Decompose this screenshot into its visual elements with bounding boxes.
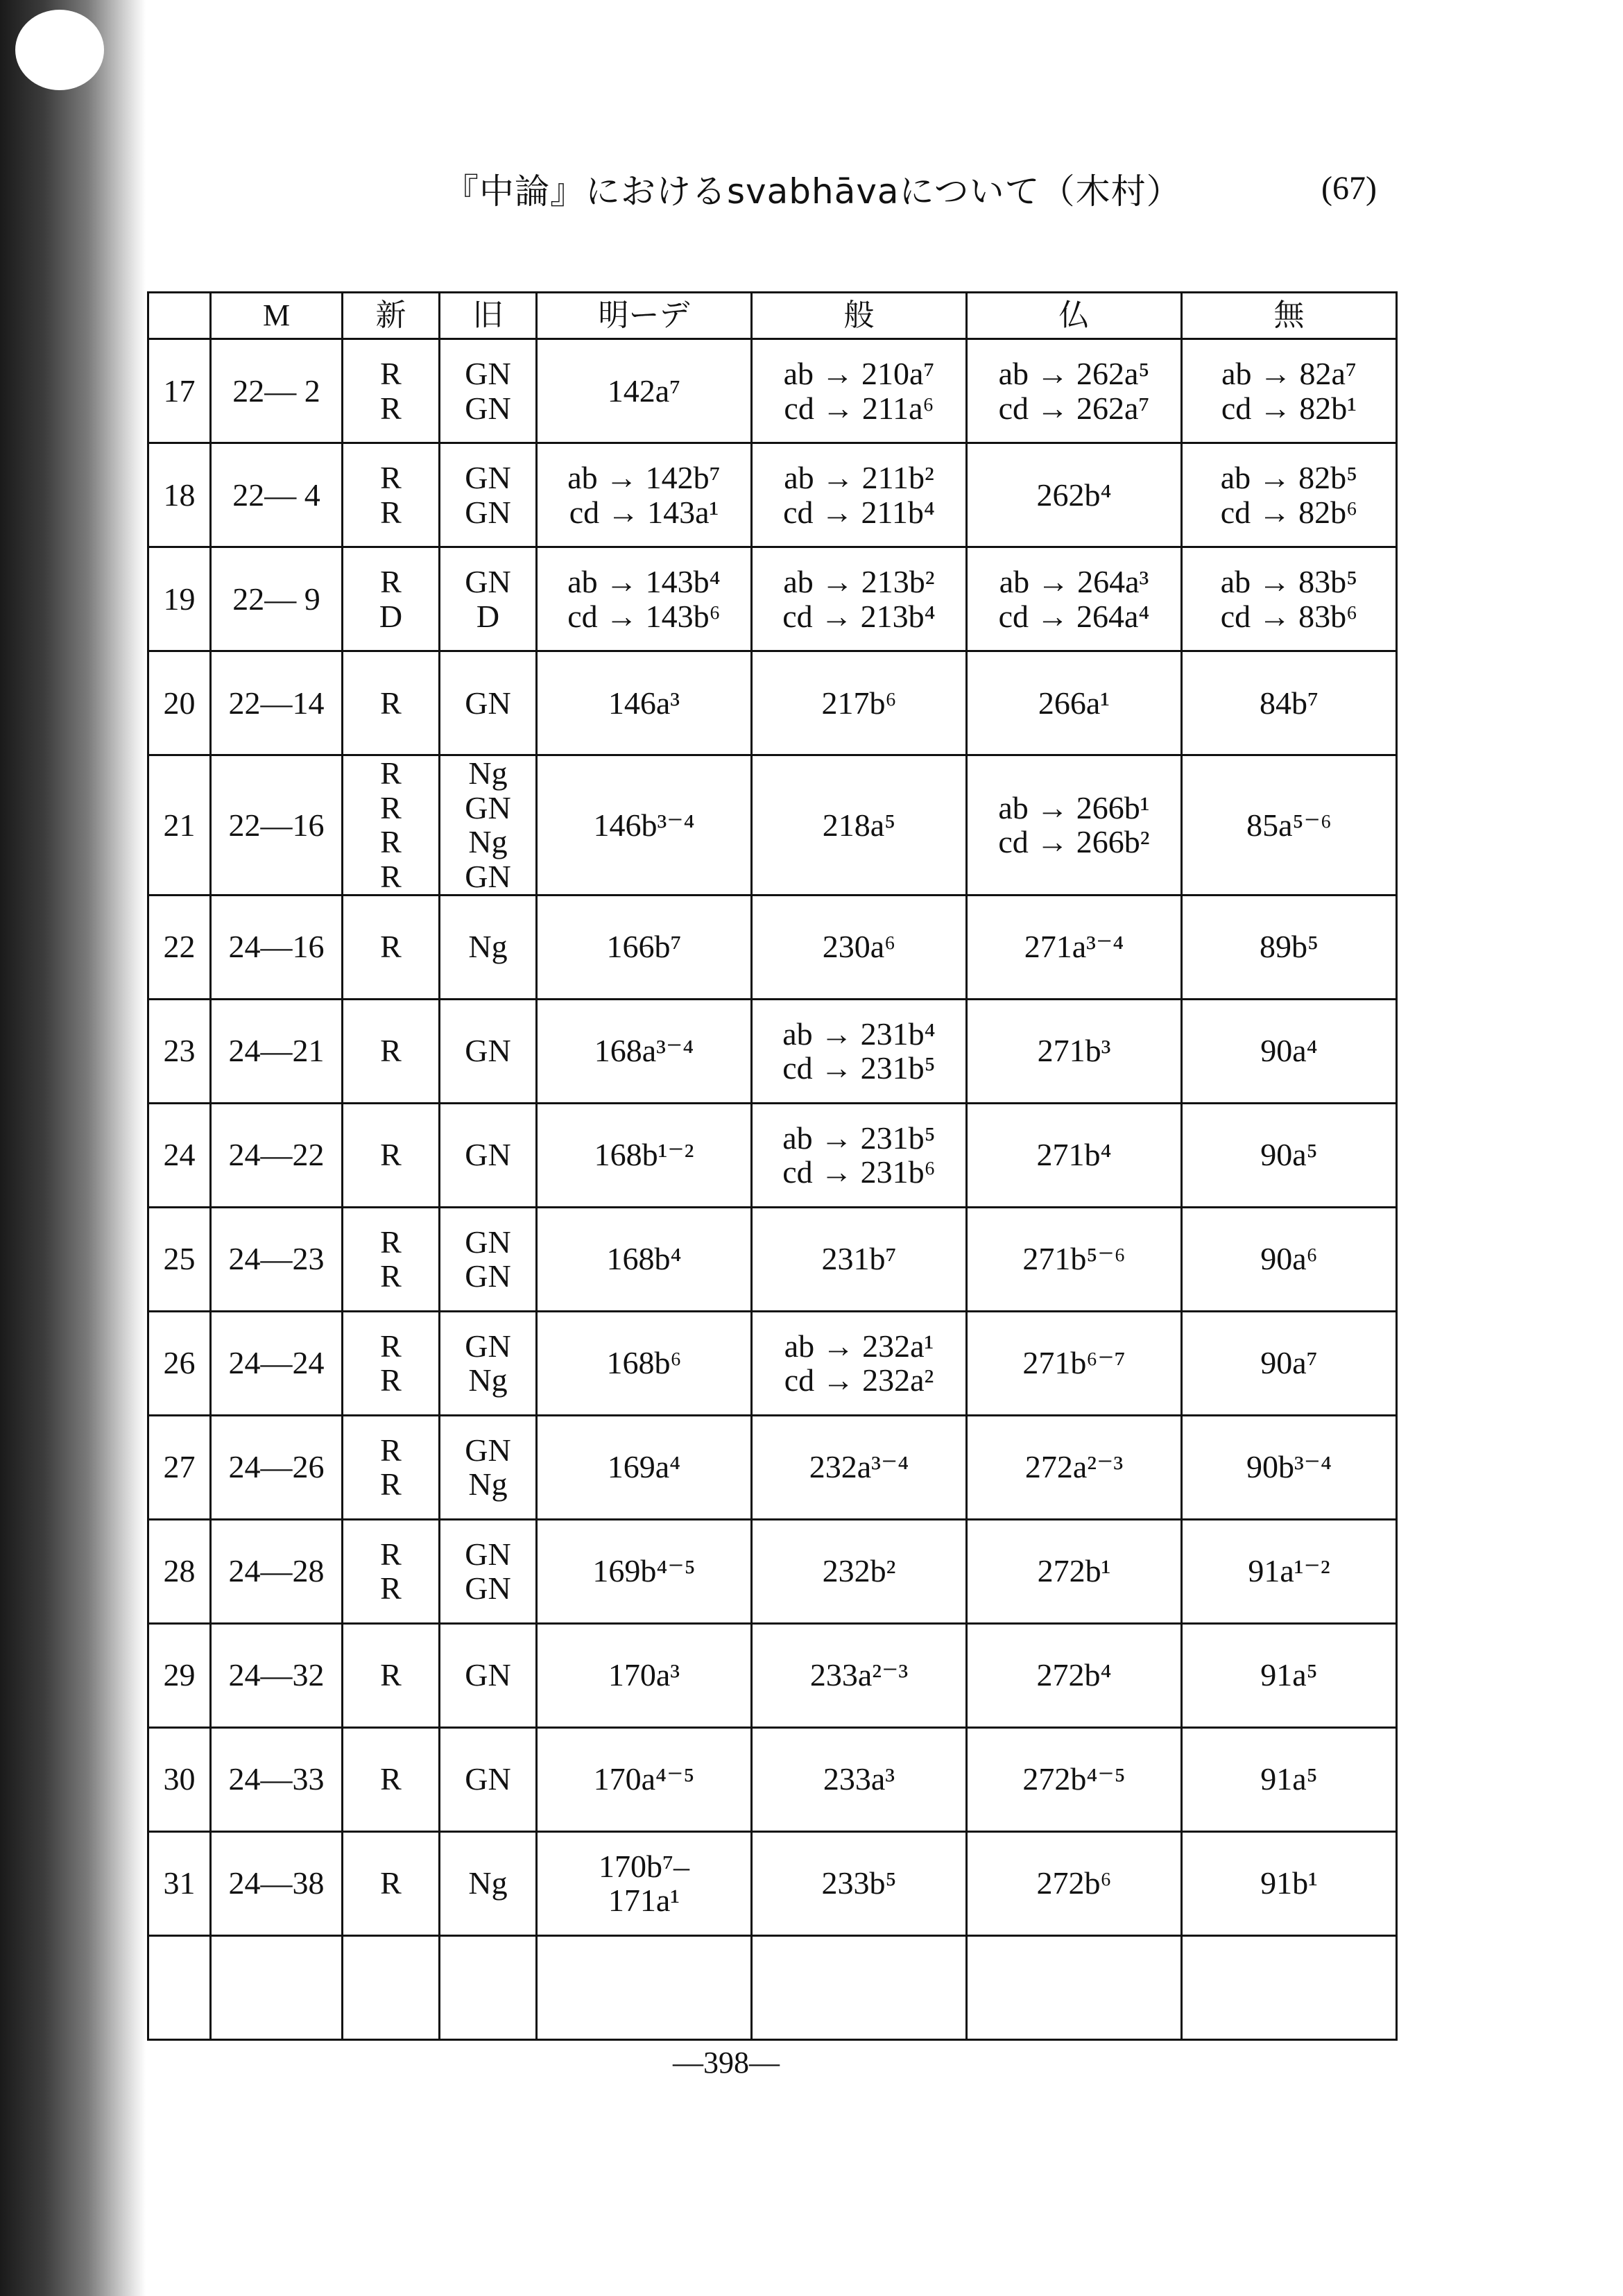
- row-number-cell: 22: [148, 895, 211, 999]
- kyu-cell: [440, 1831, 537, 1935]
- table-row: [148, 1415, 1397, 1519]
- mei-de-cell: [537, 1103, 752, 1207]
- shin-line: R: [380, 929, 402, 965]
- butsu-cell: [967, 1415, 1182, 1519]
- shin-cell: [343, 1831, 440, 1935]
- table-row: [148, 651, 1397, 755]
- kyu-line: GN: [465, 1137, 511, 1173]
- mu-cell: [1182, 999, 1397, 1103]
- mei-de-cell: [537, 895, 752, 999]
- kyu-line: GN: [465, 494, 511, 530]
- mei-de-line: 168b¹⁻²: [594, 1137, 694, 1173]
- shin-cell: [343, 651, 440, 755]
- han-cell: [752, 651, 967, 755]
- han-line: ab → 211b²: [784, 459, 934, 495]
- butsu-line: cd → 264a⁴: [998, 598, 1150, 634]
- table-row: [148, 1519, 1397, 1623]
- han-cell: [752, 339, 967, 443]
- row-number-cell: 23: [148, 999, 211, 1103]
- butsu-line: 271a³⁻⁴: [1024, 929, 1124, 965]
- kyu-line: GN: [465, 1536, 511, 1572]
- mu-line: 89b⁵: [1259, 929, 1319, 965]
- han-line: 231b⁷: [821, 1241, 897, 1277]
- col-header-butsu: 仏: [967, 293, 1182, 339]
- butsu-line: ab → 266b¹: [998, 789, 1150, 825]
- butsu-cell: [967, 339, 1182, 443]
- row-number-cell: 17: [148, 339, 211, 443]
- han-cell: [752, 1727, 967, 1831]
- mei-de-cell: [537, 1519, 752, 1623]
- kyu-cell: [440, 895, 537, 999]
- shin-line: R: [380, 1761, 402, 1797]
- kyu-cell: [440, 1727, 537, 1831]
- mu-line: 90a⁴: [1260, 1033, 1318, 1069]
- row-number-cell: 31: [148, 1831, 211, 1935]
- butsu-cell: [967, 1207, 1182, 1311]
- shin-line: R: [380, 824, 402, 860]
- mu-line: cd → 83b⁶: [1220, 598, 1358, 634]
- mei-de-line: 168a³⁻⁴: [594, 1033, 694, 1069]
- kyu-cell: [440, 339, 537, 443]
- mu-cell: [1182, 1623, 1397, 1727]
- mu-line: 91a¹⁻²: [1248, 1553, 1330, 1589]
- mei-de-line: 146b³⁻⁴: [593, 807, 695, 843]
- kyu-cell: [440, 1415, 537, 1519]
- han-cell: [752, 1831, 967, 1935]
- shin-line: R: [380, 685, 402, 721]
- butsu-cell: [967, 999, 1182, 1103]
- kyu-line: GN: [465, 1224, 511, 1260]
- han-line: 232a³⁻⁴: [809, 1449, 909, 1485]
- table-row-empty: [148, 1935, 1397, 2039]
- mei-de-cell: [537, 339, 752, 443]
- han-cell: [752, 895, 967, 999]
- m-ref-cell: 24—28: [211, 1519, 343, 1623]
- han-line: 233b⁵: [821, 1865, 897, 1901]
- kyu-line: Ng: [468, 1362, 508, 1398]
- table-row: [148, 339, 1397, 443]
- shin-line: R: [380, 859, 402, 895]
- han-line: cd → 232a²: [784, 1362, 934, 1398]
- shin-line: R: [380, 1432, 402, 1468]
- butsu-cell: [967, 1103, 1182, 1207]
- han-line: 230a⁶: [822, 929, 896, 965]
- m-ref-cell: 24—22: [211, 1103, 343, 1207]
- mu-line: ab → 82a⁷: [1221, 355, 1357, 391]
- han-line: 217b⁶: [821, 685, 897, 721]
- mei-de-cell: [537, 1727, 752, 1831]
- mu-cell: [1182, 547, 1397, 651]
- butsu-cell: [967, 1623, 1182, 1727]
- kyu-line: GN: [465, 685, 511, 721]
- mei-de-cell: [537, 1831, 752, 1935]
- kyu-cell: [440, 1623, 537, 1727]
- butsu-line: 271b³: [1037, 1033, 1111, 1069]
- kyu-cell: [440, 999, 537, 1103]
- table-row: [148, 443, 1397, 547]
- row-number-cell: 25: [148, 1207, 211, 1311]
- butsu-line: cd → 262a⁷: [998, 390, 1150, 426]
- mei-de-cell: [537, 1415, 752, 1519]
- butsu-line: 272b⁶: [1036, 1865, 1112, 1901]
- han-cell: [752, 1207, 967, 1311]
- shin-line: R: [380, 1362, 402, 1398]
- shin-cell: [343, 1415, 440, 1519]
- mu-line: 91a⁵: [1260, 1657, 1318, 1693]
- kyu-cell: [440, 651, 537, 755]
- butsu-line: 271b⁵⁻⁶: [1022, 1241, 1126, 1277]
- kyu-line: GN: [465, 1033, 511, 1069]
- table-row: [148, 1311, 1397, 1415]
- m-ref-cell: 22— 9: [211, 547, 343, 651]
- mei-de-cell: [537, 1623, 752, 1727]
- shin-line: R: [380, 1033, 402, 1069]
- m-ref-cell: 24—21: [211, 999, 343, 1103]
- m-ref-cell: 24—38: [211, 1831, 343, 1935]
- m-ref-cell: 22—16: [211, 755, 343, 896]
- butsu-cell: [967, 443, 1182, 547]
- butsu-cell: [967, 1727, 1182, 1831]
- mu-cell: [1182, 1415, 1397, 1519]
- row-number-cell: 21: [148, 755, 211, 896]
- kyu-line: GN: [465, 1570, 511, 1607]
- butsu-line: 272b⁴: [1036, 1657, 1112, 1693]
- mu-cell: [1182, 1207, 1397, 1311]
- han-line: 233a³: [823, 1761, 895, 1797]
- shin-cell: [343, 895, 440, 999]
- han-cell: [752, 547, 967, 651]
- shin-line: R: [380, 1137, 402, 1173]
- butsu-cell: [967, 547, 1182, 651]
- mu-line: 91b¹: [1260, 1865, 1318, 1901]
- mei-de-line: cd → 143b⁶: [567, 598, 721, 634]
- shin-line: R: [380, 1570, 402, 1607]
- butsu-line: 271b⁴: [1036, 1137, 1112, 1173]
- han-line: ab → 231b⁵: [782, 1120, 936, 1156]
- shin-cell: [343, 1727, 440, 1831]
- scan-shadow-edge: [0, 0, 146, 2296]
- kyu-line: GN: [465, 563, 511, 599]
- han-line: cd → 211a⁶: [784, 390, 934, 426]
- mei-de-line: 170b⁷–: [598, 1848, 690, 1884]
- shin-cell: [343, 547, 440, 651]
- butsu-cell: [967, 1311, 1182, 1415]
- kyu-line: GN: [465, 1328, 511, 1364]
- shin-cell: [343, 443, 440, 547]
- kyu-line: Ng: [468, 1466, 508, 1502]
- kyu-line: GN: [465, 1761, 511, 1797]
- m-ref-cell: 24—16: [211, 895, 343, 999]
- butsu-line: 272a²⁻³: [1024, 1449, 1124, 1485]
- han-cell: [752, 999, 967, 1103]
- mu-cell: [1182, 1519, 1397, 1623]
- kyu-cell: [440, 547, 537, 651]
- mu-line: 90a⁶: [1260, 1241, 1318, 1277]
- shin-cell: [343, 755, 440, 896]
- mu-line: 85a⁵⁻⁶: [1246, 807, 1332, 843]
- han-line: cd → 231b⁵: [782, 1050, 936, 1086]
- shin-cell: [343, 999, 440, 1103]
- m-ref-cell: 24—24: [211, 1311, 343, 1415]
- col-header-kyu: 旧: [440, 293, 537, 339]
- m-ref-cell: 24—26: [211, 1415, 343, 1519]
- mu-cell: [1182, 651, 1397, 755]
- mei-de-line: ab → 142b⁷: [567, 459, 721, 495]
- m-ref-cell: 24—32: [211, 1623, 343, 1727]
- shin-line: R: [380, 459, 402, 495]
- kyu-line: Ng: [468, 824, 508, 860]
- kyu-line: GN: [465, 1258, 511, 1294]
- shin-line: R: [380, 390, 402, 426]
- mei-de-line: cd → 143a¹: [569, 494, 719, 530]
- mu-line: ab → 82b⁵: [1220, 459, 1358, 495]
- row-number-cell: 24: [148, 1103, 211, 1207]
- shin-cell: [343, 1623, 440, 1727]
- han-line: 218a⁵: [822, 807, 896, 843]
- butsu-cell: [967, 651, 1182, 755]
- mei-de-line: 142a⁷: [607, 372, 681, 409]
- han-cell: [752, 1103, 967, 1207]
- shin-line: R: [380, 1536, 402, 1572]
- shin-line: R: [380, 789, 402, 825]
- mei-de-cell: [537, 443, 752, 547]
- butsu-line: 271b⁶⁻⁷: [1022, 1345, 1126, 1381]
- han-line: ab → 232a¹: [784, 1328, 934, 1364]
- table-row: [148, 1623, 1397, 1727]
- mei-de-cell: [537, 1207, 752, 1311]
- mu-cell: [1182, 895, 1397, 999]
- han-cell: [752, 1519, 967, 1623]
- kyu-cell: [440, 755, 537, 896]
- m-ref-cell: 22— 4: [211, 443, 343, 547]
- table-row: [148, 999, 1397, 1103]
- row-number-cell: 18: [148, 443, 211, 547]
- mu-line: 90a⁷: [1260, 1345, 1318, 1381]
- shin-cell: [343, 1311, 440, 1415]
- mu-cell: [1182, 443, 1397, 547]
- table-row: [148, 1207, 1397, 1311]
- kyu-cell: [440, 443, 537, 547]
- shin-line: R: [380, 1258, 402, 1294]
- m-ref-cell: 22—14: [211, 651, 343, 755]
- shin-line: R: [380, 494, 402, 530]
- kyu-line: GN: [465, 1657, 511, 1693]
- butsu-line: cd → 266b²: [998, 824, 1150, 860]
- row-number-cell: 29: [148, 1623, 211, 1727]
- kyu-line: GN: [465, 1432, 511, 1468]
- footer-page-number: —398—: [673, 2046, 780, 2080]
- shin-line: R: [380, 1328, 402, 1364]
- han-line: 232b²: [822, 1553, 896, 1589]
- butsu-line: 262b⁴: [1036, 477, 1112, 513]
- mei-de-line: 146a³: [608, 685, 680, 721]
- row-number-cell: 27: [148, 1415, 211, 1519]
- row-number-cell: 30: [148, 1727, 211, 1831]
- shin-line: R: [380, 563, 402, 599]
- kyu-line: GN: [465, 789, 511, 825]
- col-header-m: M: [211, 293, 343, 339]
- mu-line: cd → 82b¹: [1221, 390, 1357, 426]
- butsu-cell: [967, 1519, 1182, 1623]
- shin-cell: [343, 1519, 440, 1623]
- kyu-line: Ng: [468, 929, 508, 965]
- kyu-line: GN: [465, 390, 511, 426]
- mei-de-line: 170a³: [608, 1657, 680, 1693]
- shin-line: R: [380, 355, 402, 391]
- m-ref-cell: 24—33: [211, 1727, 343, 1831]
- han-cell: [752, 1623, 967, 1727]
- han-cell: [752, 1415, 967, 1519]
- m-ref-cell: 22— 2: [211, 339, 343, 443]
- table-row: [148, 895, 1397, 999]
- han-line: cd → 211b⁴: [783, 494, 935, 530]
- kyu-cell: [440, 1207, 537, 1311]
- row-number-cell: 28: [148, 1519, 211, 1623]
- table-row: [148, 1103, 1397, 1207]
- shin-cell: [343, 1103, 440, 1207]
- kyu-line: Ng: [468, 755, 508, 791]
- shin-line: R: [380, 755, 402, 791]
- mu-cell: [1182, 339, 1397, 443]
- mu-cell: [1182, 1831, 1397, 1935]
- shin-line: D: [379, 598, 403, 634]
- butsu-line: ab → 262a⁵: [998, 355, 1150, 391]
- header-page-number: (67): [1321, 170, 1377, 207]
- shin-cell: [343, 339, 440, 443]
- col-header-mu: 無: [1182, 293, 1397, 339]
- butsu-line: 266a¹: [1038, 685, 1110, 721]
- han-line: ab → 231b⁴: [782, 1016, 936, 1052]
- mei-de-line: 170a⁴⁻⁵: [593, 1761, 695, 1797]
- mei-de-line: ab → 143b⁴: [567, 563, 721, 599]
- mu-cell: [1182, 1103, 1397, 1207]
- kyu-line: GN: [465, 459, 511, 495]
- butsu-line: 272b¹: [1037, 1553, 1111, 1589]
- mu-cell: [1182, 755, 1397, 896]
- mei-de-line: 166b⁷: [606, 929, 682, 965]
- butsu-cell: [967, 895, 1182, 999]
- mei-de-line: 168b⁴: [606, 1241, 682, 1277]
- mei-de-line: 171a¹: [608, 1883, 680, 1919]
- mei-de-line: 168b⁶: [606, 1345, 682, 1381]
- col-header-mei: 明ーデ: [537, 293, 752, 339]
- han-line: 233a²⁻³: [809, 1657, 909, 1693]
- butsu-line: ab → 264a³: [999, 563, 1149, 599]
- punch-hole: [15, 10, 104, 90]
- han-line: cd → 213b⁴: [782, 598, 936, 634]
- mu-line: 90b³⁻⁴: [1246, 1449, 1332, 1485]
- row-number-cell: 20: [148, 651, 211, 755]
- kyu-line: D: [476, 598, 500, 634]
- mu-line: 84b⁷: [1259, 685, 1319, 721]
- han-line: ab → 210a⁷: [783, 355, 935, 391]
- butsu-line: 272b⁴⁻⁵: [1022, 1761, 1126, 1797]
- m-ref-cell: 24—23: [211, 1207, 343, 1311]
- kyu-line: GN: [465, 355, 511, 391]
- mei-de-cell: [537, 651, 752, 755]
- mu-cell: [1182, 1727, 1397, 1831]
- table-row: [148, 1727, 1397, 1831]
- han-line: ab → 213b²: [783, 563, 935, 599]
- han-cell: [752, 443, 967, 547]
- mei-de-cell: [537, 547, 752, 651]
- row-number-cell: 26: [148, 1311, 211, 1415]
- mu-line: ab → 83b⁵: [1220, 563, 1358, 599]
- table-body: [148, 339, 1397, 2040]
- shin-line: R: [380, 1657, 402, 1693]
- kyu-cell: [440, 1103, 537, 1207]
- mei-de-line: 169a⁴: [607, 1449, 681, 1485]
- reference-table: [147, 291, 1398, 2041]
- shin-line: R: [380, 1466, 402, 1502]
- table-row: [148, 1831, 1397, 1935]
- row-number-cell: 19: [148, 547, 211, 651]
- butsu-cell: [967, 1831, 1182, 1935]
- kyu-line: Ng: [468, 1865, 508, 1901]
- running-header-title: 『中論』におけるsvabhāvaについて（木村）: [444, 171, 1182, 212]
- butsu-cell: [967, 755, 1182, 896]
- col-header-han: 般: [752, 293, 967, 339]
- shin-line: R: [380, 1865, 402, 1901]
- mei-de-cell: [537, 1311, 752, 1415]
- table-row: [148, 755, 1397, 896]
- col-header-no: [148, 293, 211, 339]
- mu-line: 91a⁵: [1260, 1761, 1318, 1797]
- shin-line: R: [380, 1224, 402, 1260]
- mu-line: 90a⁵: [1260, 1137, 1318, 1173]
- table-row: [148, 547, 1397, 651]
- han-cell: [752, 755, 967, 896]
- kyu-line: GN: [465, 859, 511, 895]
- col-header-shin: 新: [343, 293, 440, 339]
- han-cell: [752, 1311, 967, 1415]
- kyu-cell: [440, 1519, 537, 1623]
- han-line: cd → 231b⁶: [782, 1154, 936, 1190]
- mei-de-line: 169b⁴⁻⁵: [592, 1553, 696, 1589]
- kyu-cell: [440, 1311, 537, 1415]
- mu-line: cd → 82b⁶: [1220, 494, 1358, 530]
- shin-cell: [343, 1207, 440, 1311]
- mei-de-cell: [537, 999, 752, 1103]
- table-header-row: [148, 293, 1397, 339]
- mei-de-cell: [537, 755, 752, 896]
- mu-cell: [1182, 1311, 1397, 1415]
